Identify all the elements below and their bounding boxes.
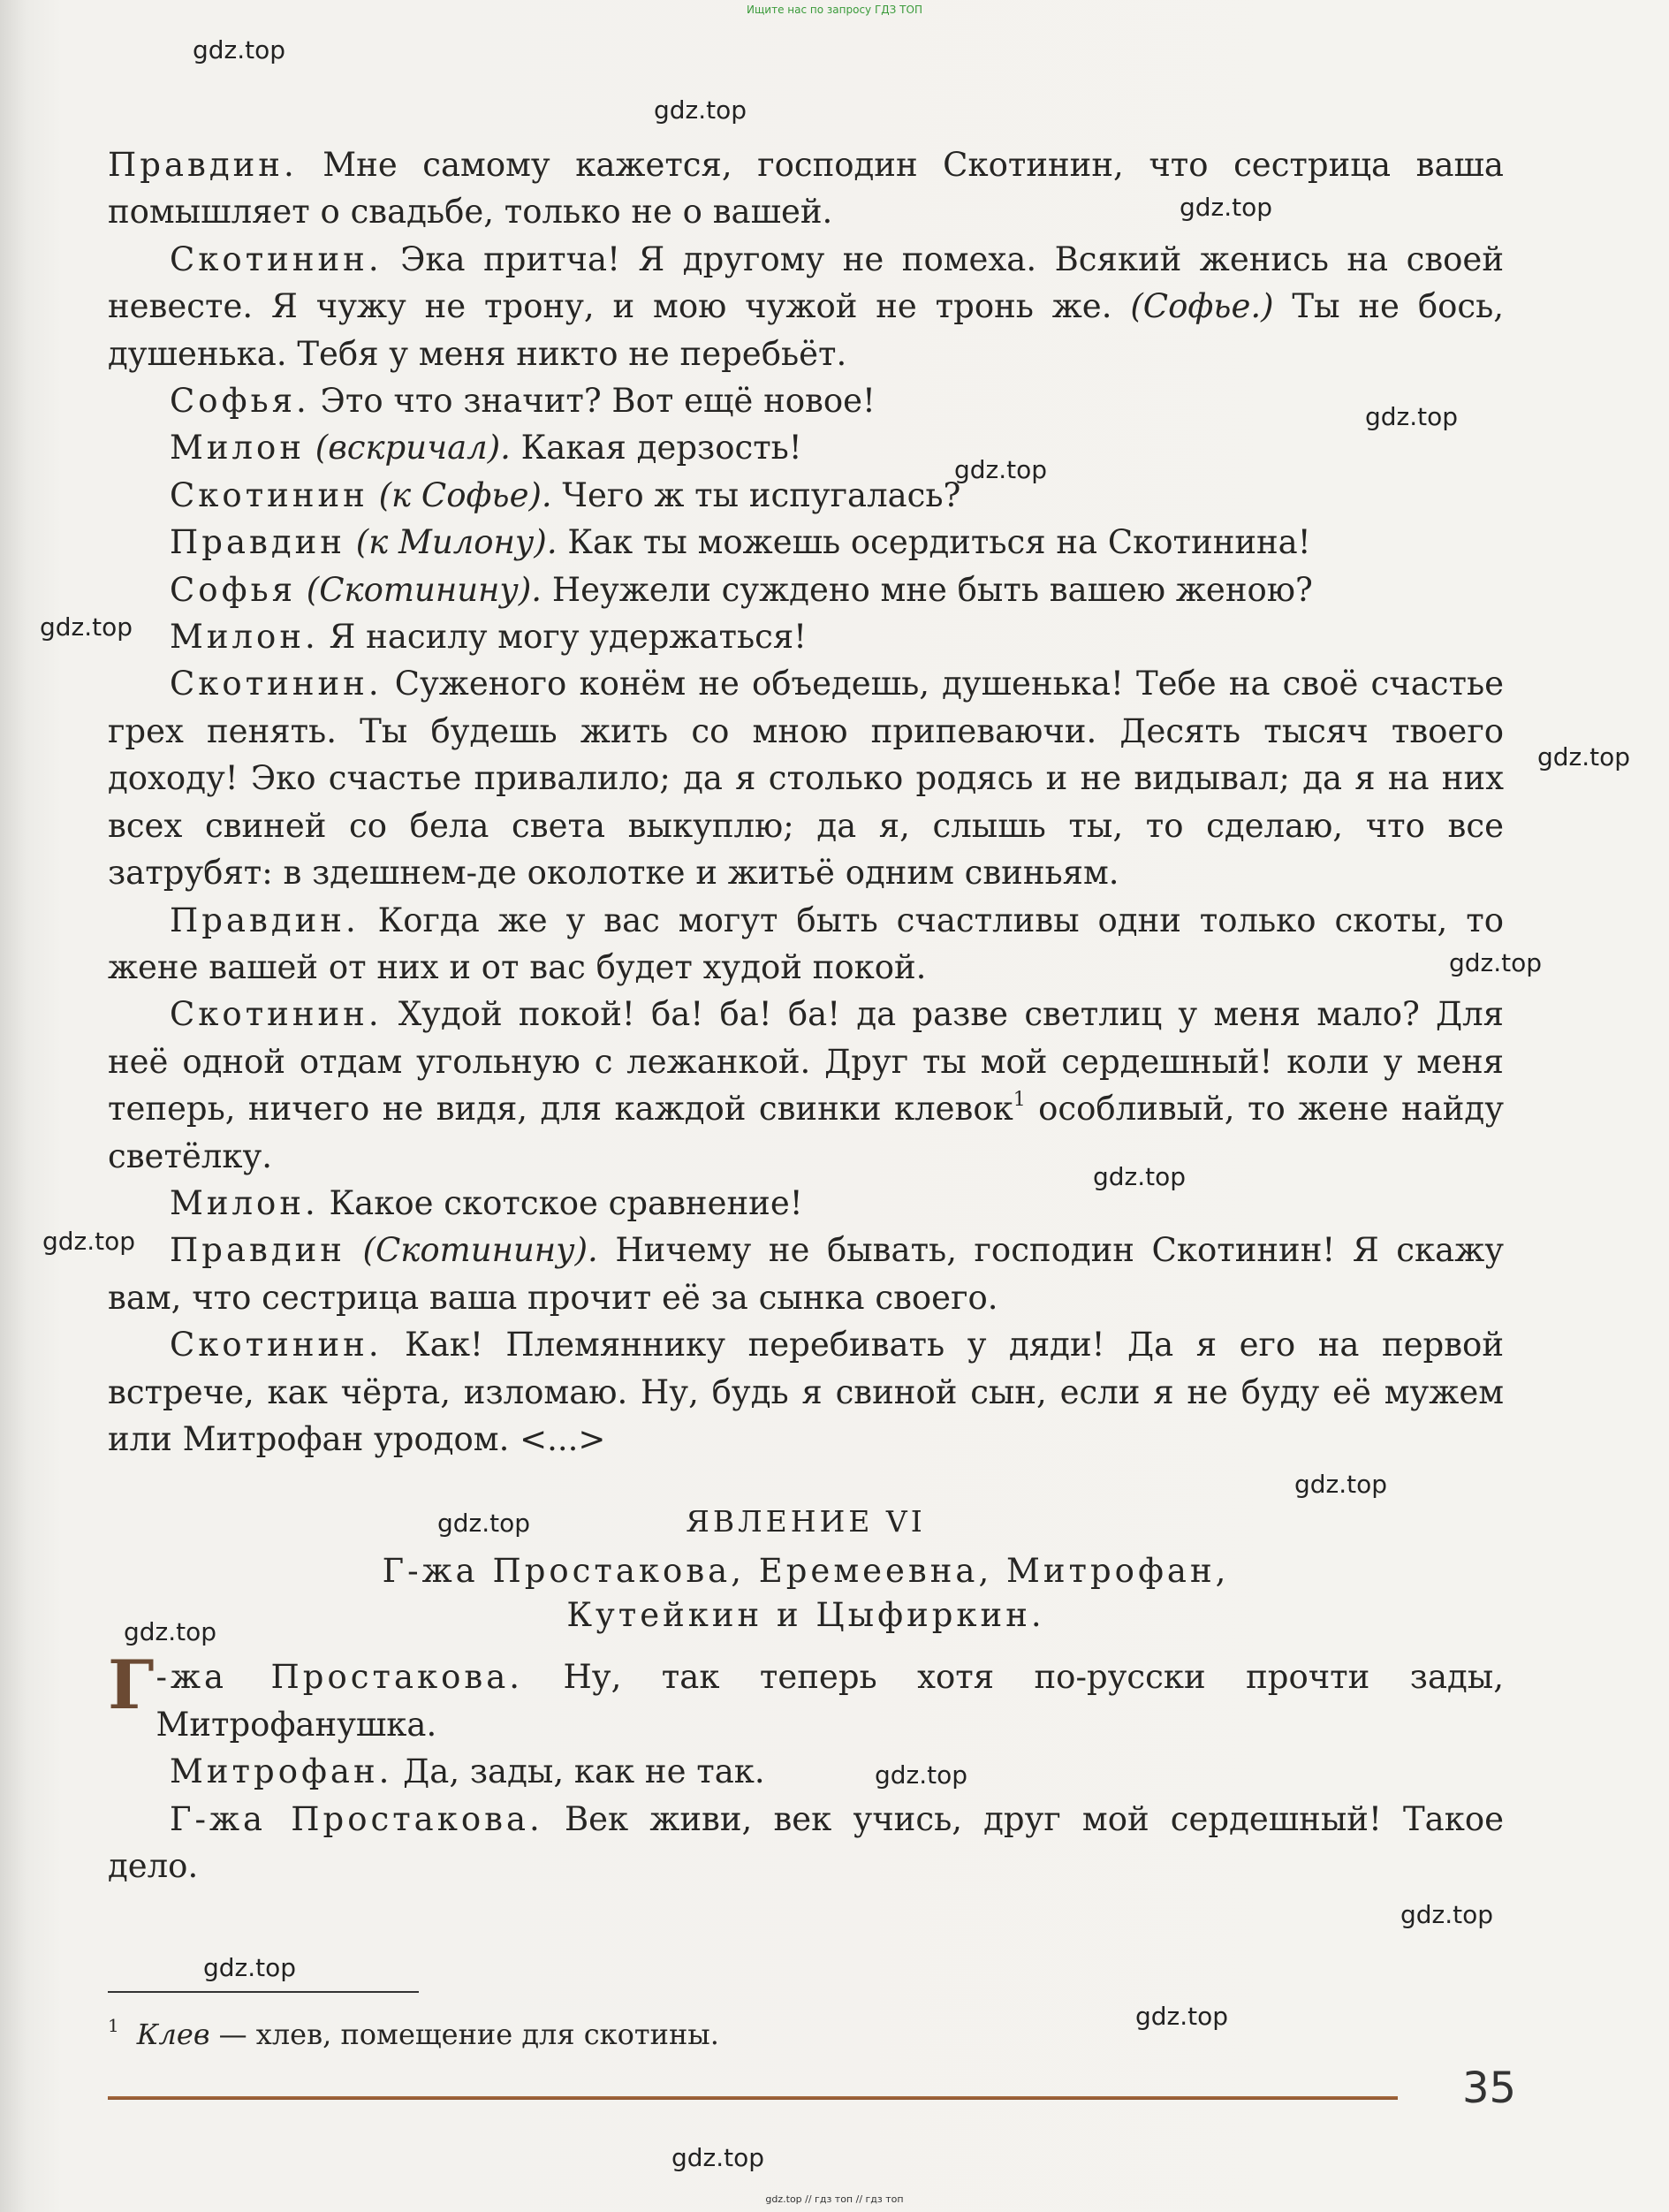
footnote-term: Клев: [136, 2018, 210, 2051]
paragraph: [108, 236, 1504, 377]
watermark: gdz.top: [875, 1760, 968, 1790]
paragraph: [108, 613, 1504, 660]
paragraph: [108, 897, 1504, 992]
watermark: gdz.top: [954, 455, 1048, 484]
cast-line: Кутейкин и Цыфиркин.: [566, 1596, 1045, 1635]
stage-direction: (к Софье).: [368, 475, 552, 514]
bottom-banner: gdz.top // гдз топ // гдз топ: [765, 2193, 904, 2205]
speech-text: Неужели суждено мне быть вашею женою?: [542, 570, 1313, 609]
speaker-name: Митрофан.: [170, 1752, 393, 1791]
speech-text: Какая дерзость!: [510, 429, 802, 467]
paragraph: [108, 660, 1504, 896]
speech-text: Эка притча! Я другому не помеха. Всякий женись на своей невесте. Я чужу не трону, и мою чужой не тронь же.: [108, 239, 1504, 326]
bottom-rule: [108, 2096, 1398, 2100]
speaker-name: Скотинин.: [170, 1326, 383, 1364]
watermark: gdz.top: [42, 1227, 136, 1256]
speaker-name: Правдин.: [170, 901, 360, 939]
speaker-name: Милон.: [170, 1183, 319, 1222]
cast-line: Г-жа Простакова, Еремеевна, Митрофан,: [382, 1552, 1230, 1591]
scene-cast: [108, 1549, 1504, 1638]
watermark: gdz.top: [1537, 742, 1631, 772]
speaker-name: Скотинин: [170, 475, 368, 514]
footnote-marker: 1: [1013, 1089, 1026, 1112]
watermark: gdz.top: [1449, 948, 1543, 977]
speaker-name: Скотинин.: [170, 995, 383, 1034]
watermark: gdz.top: [1135, 2002, 1229, 2031]
footnote-text: — хлев, помещение для скотины.: [209, 2018, 719, 2051]
footnote: [108, 2006, 719, 2054]
stage-direction: (Скотинину).: [296, 570, 542, 609]
speaker-name: Скотинин.: [170, 665, 383, 703]
paragraph: [108, 472, 1504, 519]
paragraph: [108, 1748, 1504, 1795]
speaker-name: Правдин: [170, 1231, 345, 1270]
paragraph: [108, 141, 1504, 236]
paragraph: [108, 1180, 1504, 1227]
paragraph: [108, 519, 1504, 566]
stage-direction: (вскричал).: [305, 429, 511, 467]
speech-text: Я насилу могу удержаться!: [318, 618, 808, 657]
speaker-name: Софья: [170, 570, 297, 609]
text-body: [108, 141, 1504, 1889]
speaker-name: Милон: [170, 429, 305, 467]
watermark: gdz.top: [1400, 1900, 1494, 1929]
speech-text: Да, зады, как не так.: [392, 1752, 765, 1791]
speech-text: Ничему не бывать, господин Скотинин! Я скажу вам, что сестрица ваша прочит её за сынка своего.: [108, 1231, 1505, 1317]
watermark: gdz.top: [193, 35, 286, 65]
speaker-name: Скотинин.: [170, 239, 383, 278]
watermark: gdz.top: [671, 2143, 765, 2172]
speaker-name: Софья.: [170, 382, 310, 421]
speech-text: Какое скотское сравнение!: [318, 1183, 803, 1222]
watermark: gdz.top: [1093, 1162, 1187, 1191]
speech-text: Ты не бось, душенька. Тебя у меня никто не перебьёт.: [108, 287, 1504, 373]
paragraph: [108, 1646, 1504, 1748]
footnote-number: 1: [108, 2015, 119, 2036]
scene-heading: ЯВЛЕНИЕ VI: [686, 1504, 926, 1539]
stage-direction: (Скотинину).: [345, 1231, 598, 1270]
paragraph: [108, 1321, 1504, 1463]
speech-text: Век живи, век учись, друг мой сердешный! Такое дело.: [108, 1799, 1505, 1885]
watermark: gdz.top: [1294, 1470, 1388, 1499]
speaker-name: Правдин: [170, 523, 345, 562]
speech-text: Худой покой! ба! ба! ба! да разве светлиц у меня мало? Для неё одной отдам угольную с лежанкой. Друг ты мой сердешный! коли у меня теперь, ничего не видя, для каждой свинки клевок: [108, 995, 1504, 1129]
speech-text: Когда же у вас могут быть счастливы одни только скоты, то жене вашей от них и от вас будет худой покой.: [108, 901, 1504, 986]
watermark: gdz.top: [654, 95, 747, 125]
speech-text: особливый, то жене найду светёлку.: [108, 1090, 1504, 1175]
top-banner: Ищите нас по запросу ГДЗ ТОП: [747, 4, 922, 16]
speaker-name: -жа Простакова.: [156, 1658, 524, 1697]
speech-text: Как! Племяннику перебивать у дяди! Да я его на первой встрече, как чёрта, изломаю. Ну, будь я свиной сын, если я не буду её мужем или Митрофан уродом. <...>: [108, 1326, 1504, 1458]
watermark: gdz.top: [437, 1509, 531, 1538]
paragraph: [108, 424, 1504, 471]
speech-text: Как ты можешь осердиться на Скотинина!: [557, 523, 1311, 562]
speaker-name: Правдин.: [108, 146, 298, 184]
speaker-name: Г-жа Простакова.: [170, 1799, 543, 1838]
speech-text: Чего ж ты испугалась?: [551, 475, 961, 514]
speech-text: Суженого конём не объедешь, душенька! Тебе на своё счастье грех пенять. Ты будешь жить со мною припеваючи. Десять тысяч твоего доходу! Эко счастье привалило; да я столько родясь и не видывал; да я на них всех свиней со бела света выкуплю; да я, слышь ты, то сделаю, что все затрубят: в здешнем-де околотке и житьё одним свиньям.: [108, 665, 1504, 893]
stage-direction: (к Милону).: [345, 523, 558, 562]
paragraph: [108, 566, 1504, 613]
paragraph: [108, 1227, 1504, 1321]
watermark: gdz.top: [1365, 402, 1459, 431]
speaker-name: Милон.: [170, 618, 319, 657]
speech-text: Ну, так теперь хотя по-русски прочти зады, Митрофанушка.: [156, 1658, 1504, 1744]
watermark: gdz.top: [124, 1617, 217, 1646]
speech-text: Это что значит? Вот ещё новое!: [309, 382, 876, 421]
watermark: gdz.top: [203, 1953, 297, 1982]
footnote-divider: [108, 1991, 419, 1993]
stage-direction: (Софье.): [1130, 287, 1274, 326]
speech-text: Мне самому кажется, господин Скотинин, что сестрица ваша помышляет о свадьбе, только не о вашей.: [108, 146, 1504, 232]
paragraph: [108, 991, 1504, 1180]
drop-cap: Г: [108, 1646, 155, 1725]
paragraph: [108, 377, 1504, 424]
page-number: 35: [1462, 2064, 1517, 2113]
watermark: gdz.top: [40, 612, 133, 642]
paragraph: [108, 1796, 1504, 1890]
watermark: gdz.top: [1180, 193, 1273, 222]
